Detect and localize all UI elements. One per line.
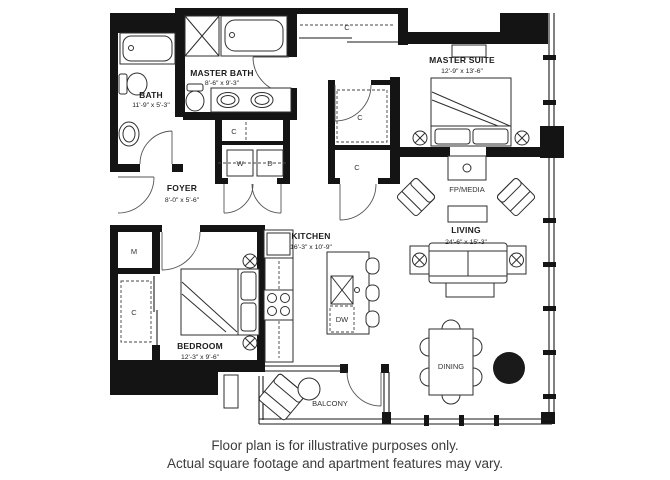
dining-chair [442,320,460,329]
dining-label: DINING [437,362,465,371]
fp-media-label: FP/MEDIA [449,185,485,194]
ottoman [448,206,487,222]
laundry [218,150,288,176]
living-label: LIVING [451,225,481,235]
dining-chair [420,338,429,356]
foyer-label: FOYER [166,183,198,193]
balcony-label: BALCONY [312,399,348,408]
dryer-label: D [267,159,273,168]
dishwasher-label: DW [335,315,349,324]
bath-dims: 11'-9" x 5'-3" [132,102,170,109]
top-closet-sliding-door [299,38,398,42]
accent-chair [496,177,536,217]
bedroom-closet-label: C [131,308,137,317]
dining-set [420,320,525,404]
hall-closet-door-arc [340,184,376,220]
window-wall-south [382,412,552,426]
balcony-door-arc [347,372,381,406]
bedroom-closet-sliding-door [154,276,157,346]
coffee-table [446,283,494,297]
bedroom-furniture [181,254,259,350]
area-rug [493,352,525,384]
nightstand-lamp [243,254,257,268]
fridge [264,230,293,258]
vanity-double-sink [211,88,291,112]
master-bath-label: MASTER BATH [190,68,254,78]
laundry-doors-arcs [224,184,281,213]
bed [181,269,259,335]
sofa [429,243,507,283]
walkin-closet-label: C [357,113,363,122]
balcony-chair [258,373,306,421]
fireplace-media [448,156,486,180]
end-table-lamp [507,246,526,274]
living-dims: 24'-6" x 15'-3" [445,239,487,246]
bedroom-label: BEDROOM [177,341,223,351]
stool [366,311,379,327]
bed [431,78,511,146]
stool [366,258,379,274]
bedroom-door-arc [162,232,200,270]
disclaimer-line1: Floor plan is for illustrative purposes only. [211,438,459,453]
bath-door-arc [140,131,172,164]
nightstand-lamp [413,131,427,145]
balcony-table [298,378,320,400]
mech-closet-label: M [130,247,138,256]
planter [224,375,238,408]
bedroom-dims: 12'-3" x 9'-6" [180,354,220,361]
stove [264,290,293,320]
sink [119,122,139,146]
disclaimer [167,438,503,471]
dining-chair [420,368,429,386]
master-suite-label: MASTER SUITE [429,55,495,65]
stool [366,285,379,301]
kitchen-dims: 16'-3" x 10'-9" [290,244,332,251]
toilet [186,84,204,111]
bath-label: BATH [139,90,163,100]
shower [185,16,219,56]
nightstand-lamp [243,336,257,350]
bathtub [120,33,175,64]
disclaimer-line2: Actual square footage and apartment features may vary. [167,456,503,471]
dining-chair [473,338,482,356]
washer-label: W [236,159,244,168]
master-suite-dims: 12'-9" x 13'-6" [441,68,483,75]
master-bath-fixtures [185,16,291,112]
linen-closet-label: C [354,163,360,172]
bathtub [221,16,287,56]
window-wall-east [540,13,564,424]
nightstand-lamp [515,131,529,145]
balcony-furniture [224,373,320,421]
hall-closet-label: C [231,127,237,136]
kitchen-label: KITCHEN [291,231,331,241]
top-closet-label: C [344,23,350,32]
entry-door-arc [118,177,154,213]
dining-chair [442,395,460,404]
accent-chair [396,177,436,217]
foyer-dims: 8'-0" x 5'-6" [164,197,200,204]
dining-chair [473,368,482,386]
master-bath-dims: 8'-6" x 9'-3" [204,80,240,87]
end-table-lamp [410,246,429,274]
